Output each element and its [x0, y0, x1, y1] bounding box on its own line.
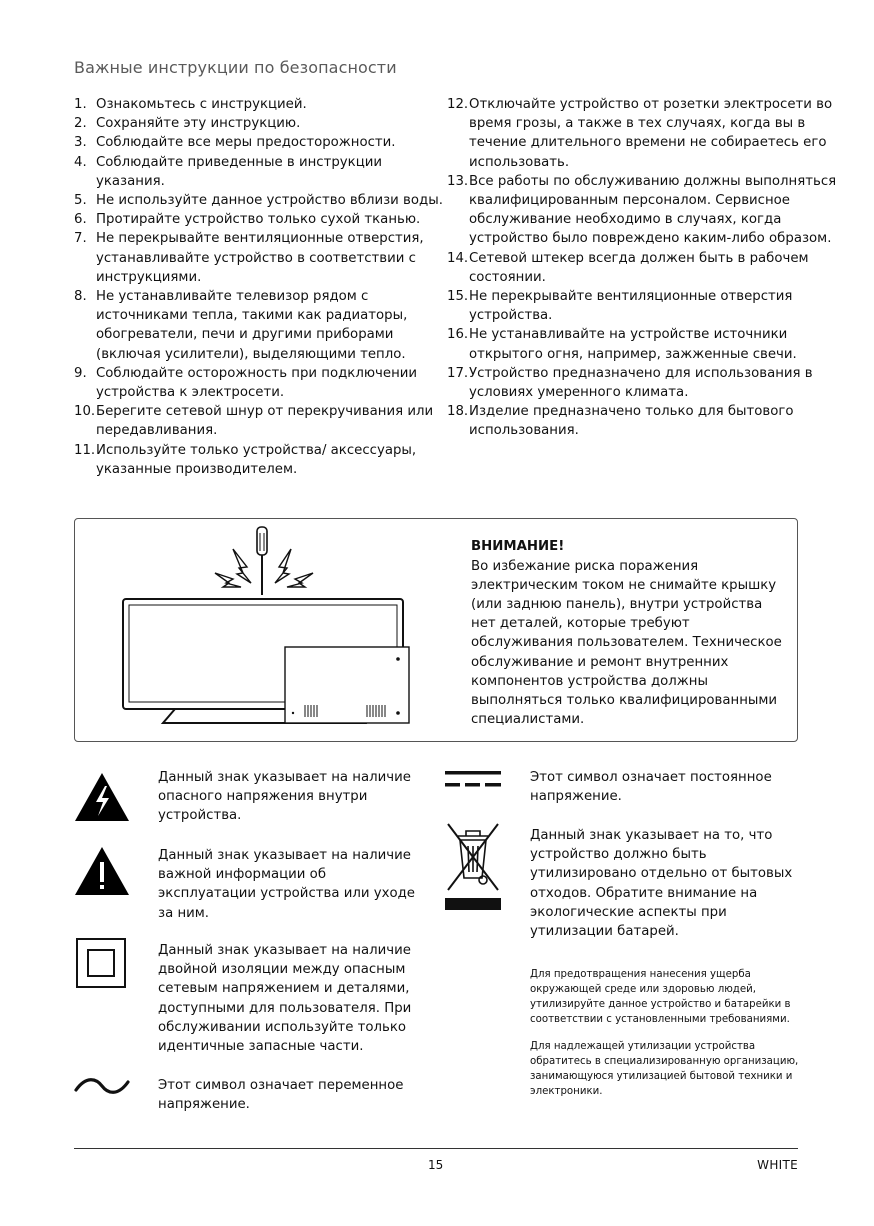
warning-text-block: [471, 537, 791, 729]
item-text: Отключайте устройство от розетки электросети во время грозы, а также в тех случаях, когда вы в течение длительного времени не собираетесь его использовать.: [469, 97, 833, 170]
item-text: Используйте только устройства/ аксессуары, указанные производителем.: [96, 442, 417, 477]
warning-body: Во избежание риска поражения электрическим током не снимайте крышку (или заднюю панель), внутри устройства нет деталей, которые требуют обслуживания пользователем. Техническое обслуживание и ремонт внутренних компонентов устройства должны выполняться только квалифицированными специалистами.: [471, 559, 782, 727]
electric-hazard-icon: [74, 772, 130, 822]
item-text: Не устанавливайте на устройстве источники открытого огня, например, зажженные свечи.: [469, 327, 797, 362]
item-number: 12.: [447, 97, 469, 112]
list-item: [447, 95, 837, 172]
item-text: Не перекрывайте вентиляционные отверстия, устанавливайте устройство в соответствии с инструкциями.: [96, 231, 424, 285]
item-number: 4.: [74, 154, 87, 170]
item-text: Не перекрывайте вентиляционные отверстия устройства.: [469, 289, 793, 324]
item-text: Все работы по обслуживанию должны выполняться квалифицированным персоналом. Сервисное обслуживание необходимо в случаях, когда устройство было повреждено каким-либо образом.: [469, 173, 837, 247]
item-number: 7.: [74, 231, 87, 247]
symbol-exclamation-text: Данный знак указывает на наличие важной информации об эксплуатации устройства или уходе за ним.: [158, 848, 415, 921]
screwdriver-icon: [257, 527, 267, 595]
item-number: 9.: [74, 365, 87, 381]
tv-shock-warning-illustration: [115, 523, 415, 733]
item-text: Изделие предназначено только для бытового использования.: [469, 404, 794, 439]
list-item: [74, 133, 444, 152]
list-item: [447, 249, 837, 287]
list-item: [447, 402, 837, 440]
item-number: 10.: [74, 404, 96, 420]
warning-title: ВНИМАНИЕ!: [471, 539, 565, 554]
item-number: 17.: [447, 365, 469, 381]
item-number: 6.: [74, 212, 87, 228]
list-item: [74, 153, 444, 191]
item-text: Протирайте устройство только сухой тканью.: [96, 212, 421, 228]
list-item: [74, 287, 444, 364]
list-item: [74, 95, 444, 114]
list-item: [74, 210, 444, 229]
item-text: Соблюдайте осторожность при подключении устройства к электросети.: [96, 365, 418, 401]
weee-crossed-bin-icon: [444, 818, 502, 912]
item-number: 16.: [447, 327, 469, 343]
dc-voltage-icon: [444, 768, 502, 792]
list-item: [74, 229, 444, 287]
item-text: Сетевой штекер всегда должен быть в рабочем состоянии.: [469, 250, 809, 285]
list-item: [74, 191, 444, 210]
item-text: Соблюдайте приведенные в инструкции указания.: [96, 154, 383, 189]
list-item: [447, 325, 837, 363]
item-number: 1.: [74, 97, 87, 112]
item-number: 8.: [74, 289, 87, 305]
ac-voltage-icon: [74, 1074, 130, 1098]
list-item: [447, 287, 837, 325]
page-title: Важные инструкции по безопасности: [74, 58, 397, 77]
item-number: 2.: [74, 116, 87, 132]
disposal-note-1: Для предотвращения нанесения ущерба окружающей среде или здоровью людей, утилизируйте данное устройство и батарейки в соответствии с установленными требованиями.: [530, 969, 791, 1025]
item-number: 15.: [447, 289, 469, 305]
item-text: Соблюдайте все меры предосторожности.: [96, 135, 396, 151]
item-number: 13.: [447, 173, 469, 189]
item-text: Устройство предназначено для использования в условиях умеренного климата.: [469, 365, 813, 401]
item-number: 5.: [74, 193, 87, 209]
item-number: 11.: [74, 442, 96, 458]
list-item: [74, 114, 444, 133]
item-text: Не используйте данное устройство вблизи воды.: [96, 193, 443, 209]
footer-divider: [74, 1148, 798, 1149]
list-item: [447, 172, 837, 249]
symbol-dc-text: Этот символ означает постоянное напряжение.: [530, 770, 772, 805]
warning-box: [74, 518, 798, 742]
item-text: Не устанавливайте телевизор рядом с источниками тепла, такими как радиаторы, обогреватели, печи и другими приборами (включая усилители), выделяющими тепло.: [96, 289, 408, 362]
exclamation-warning-icon: [74, 846, 130, 896]
double-insulation-icon: [76, 938, 126, 988]
list-item: [74, 402, 444, 440]
symbol-lightning-text: Данный знак указывает на наличие опасного напряжения внутри устройства.: [158, 770, 411, 824]
list-item: [74, 441, 444, 479]
item-number: 3.: [74, 135, 87, 151]
brand-name: WHITE: [757, 1158, 798, 1172]
page-number: 15: [428, 1158, 444, 1172]
disposal-note-2: Для надлежащей утилизации устройства обратитесь в специализированную организацию, занимающуюся утилизацией бытовой техники и электроники.: [530, 1041, 799, 1097]
instructions-right: [447, 95, 837, 441]
item-text: Ознакомьтесь с инструкцией.: [96, 97, 307, 112]
item-text: Сохраняйте эту инструкцию.: [96, 116, 301, 132]
item-number: 14.: [447, 250, 469, 266]
item-text: Берегите сетевой шнур от перекручивания или передавливания.: [96, 404, 434, 439]
list-item: [447, 364, 837, 402]
symbol-weee-text: Данный знак указывает на то, что устройство должно быть утилизировано отдельно от бытовых отходов. Обратите внимание на экологические аспекты при утилизации батарей.: [530, 828, 793, 940]
symbol-double-insulation-text: Данный знак указывает на наличие двойной изоляции между опасным сетевым напряжением и деталями, доступными для пользователя. При обслуживании используйте только идентичные запасные части.: [158, 943, 412, 1055]
item-number: 18.: [447, 404, 469, 420]
symbol-ac-text: Этот символ означает переменное напряжение.: [158, 1078, 404, 1113]
instructions-left: [74, 95, 444, 479]
back-panel-icon: [285, 647, 409, 723]
list-item: [74, 364, 444, 402]
